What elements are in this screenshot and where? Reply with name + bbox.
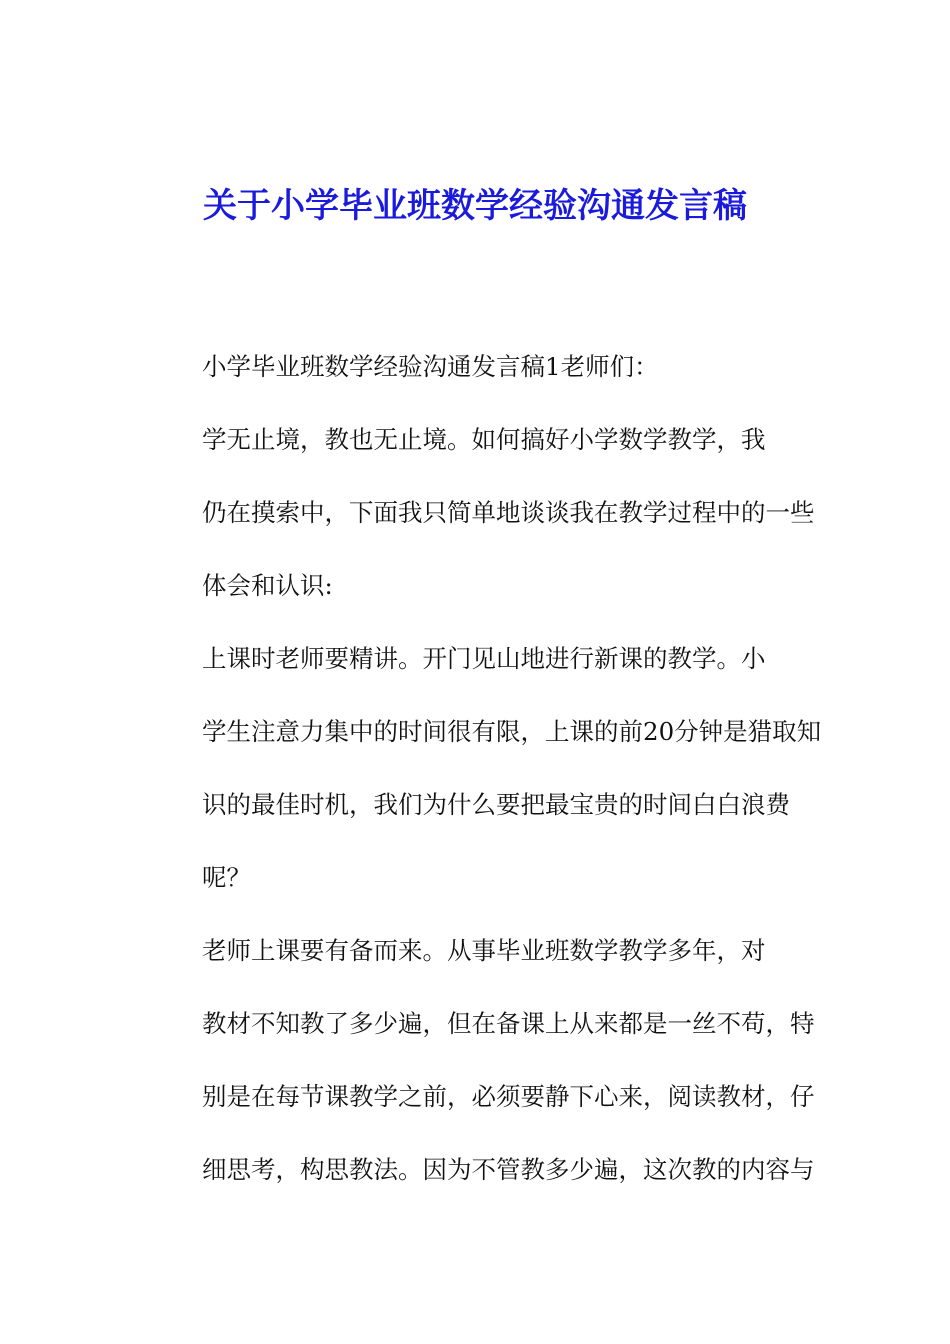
text-line: 仍在摸索中，下面我只简单地谈谈我在教学过程中的一些 (202, 498, 815, 527)
text-line: 教材不知教了多少遍，但在备课上从来都是一丝不苟，特 (202, 1009, 815, 1038)
text-line: 体会和认识: (202, 571, 333, 600)
paragraph-preparation (150, 914, 815, 1206)
text-line: 学生注意力集中的时间很有限，上课的前20分钟是猎取知 (202, 717, 822, 746)
text-line: 呢？ (202, 863, 251, 892)
document-body (150, 330, 822, 1206)
text-line: 识的最佳时机，我们为什么要把最宝贵的时间白白浪费 (202, 790, 790, 819)
text-line: 上课时老师要精讲。开门见山地进行新课的教学。小 (202, 644, 766, 673)
document-title: 关于小学毕业班数学经验沟通发言稿 (203, 186, 747, 226)
paragraph-greeting (150, 330, 805, 403)
paragraph-intro (150, 403, 815, 622)
text-line: 老师上课要有备而来。从事毕业班数学教学多年，对 (202, 936, 766, 965)
text-line: 学无止境，教也无止境。如何搞好小学数学教学，我 (202, 425, 766, 454)
text-line: 细思考，构思教法。因为不管教多少遍，这次教的内容与 (202, 1155, 815, 1184)
text-line: 小学毕业班数学经验沟通发言稿1老师们： (202, 352, 659, 381)
paragraph-lecture (150, 622, 822, 914)
text-line: 别是在每节课教学之前，必须要静下心来，阅读教材，仔 (202, 1082, 815, 1111)
